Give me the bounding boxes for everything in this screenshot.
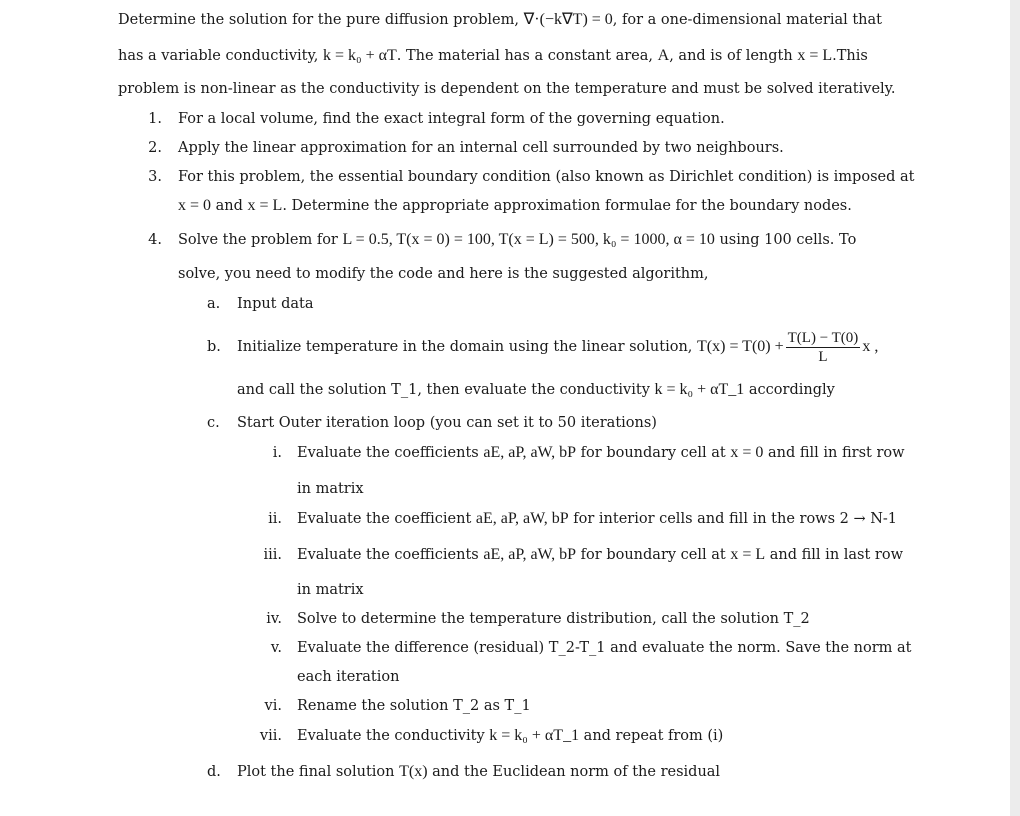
roman-v-text: Evaluate the difference (residual) T_2-T_1 and evaluate the norm. Save the norm at: [297, 640, 912, 656]
roman-iv-text: Solve to determine the temperature distribution, call the solution T_2: [297, 611, 810, 627]
intro-line-2: has a variable conductivity, k = k₀ + αT. The material has a constant area, A, and is of length x = L.This: [118, 47, 868, 64]
sub-label-a: a.: [207, 296, 221, 312]
roman-iii-text: Evaluate the coefficients aE, aP, aW, bP for boundary cell at x = L and fill in last row: [297, 546, 903, 563]
roman-v-text-cont: each iteration: [297, 669, 400, 685]
item-2-text: Apply the linear approximation for an internal cell surrounded by two neighbours.: [178, 140, 784, 156]
sub-label-b: b.: [207, 339, 221, 355]
fraction: $\frac{T(L) - T(0)}{L}$: [787, 329, 859, 365]
roman-ii-text: Evaluate the coefficient aE, aP, aW, bP for interior cells and fill in the rows 2 → N-1: [297, 510, 898, 527]
roman-i-text-cont: in matrix: [297, 481, 364, 497]
roman-label-iv: iv.: [266, 611, 282, 627]
roman-label-vi: vi.: [264, 698, 282, 714]
item-number-3: 3.: [148, 169, 162, 185]
item-number-1: 1.: [148, 111, 162, 127]
sub-d-text: Plot the final solution T(x) and the Euclidean norm of the residual: [237, 763, 721, 780]
sub-a-text: Input data: [237, 296, 314, 312]
roman-i-text: Evaluate the coefficients aE, aP, aW, bP for boundary cell at x = 0 and fill in first row: [297, 444, 905, 461]
roman-label-v: v.: [270, 640, 282, 656]
roman-vi-text: Rename the solution T_2 as T_1: [297, 698, 531, 714]
roman-label-ii: ii.: [268, 511, 282, 527]
problem-parameters: L = 0.5, T(x = 0) = 100, T(x = L) = 500, k₀ = 1000, α = 10: [342, 231, 715, 248]
sub-c-text: Start Outer iteration loop (you can set it to 50 iterations): [237, 415, 657, 431]
item-3-text-cont: x = 0 and x = L. Determine the appropriate approximation formulae for the boundary nodes.: [178, 197, 852, 214]
sub-b-text: Initialize temperature in the domain using the linear solution, T(x) = T(0) + $\frac{T(L) - T(0)}{L}$ x ,: [237, 329, 879, 365]
sub-label-d: d.: [207, 764, 221, 780]
item-4-text: Solve the problem for L = 0.5, T(x = 0) = 100, T(x = L) = 500, k₀ = 1000, α = 10 using 100 cells. To: [178, 231, 857, 248]
governing-equation: ∇·(−k∇T) = 0: [523, 11, 613, 28]
roman-label-i: i.: [272, 445, 282, 461]
item-4-text-cont: solve, you need to modify the code and here is the suggested algorithm,: [178, 266, 709, 282]
conductivity-equation: k = k₀ + αT: [322, 47, 397, 64]
roman-vii-text: Evaluate the conductivity k = k₀ + αT_1 and repeat from (i): [297, 727, 724, 744]
item-number-4: 4.: [148, 232, 162, 248]
sub-label-c: c.: [207, 415, 220, 431]
intro-line-3: problem is non-linear as the conductivity is dependent on the temperature and must be solved iteratively.: [118, 81, 896, 97]
scrollbar[interactable]: [1010, 0, 1020, 816]
roman-label-vii: vii.: [259, 728, 282, 744]
roman-iii-text-cont: in matrix: [297, 582, 364, 598]
item-1-text: For a local volume, find the exact integral form of the governing equation.: [178, 111, 725, 127]
item-3-text: For this problem, the essential boundary condition (also known as Dirichlet condition) is imposed at: [178, 169, 915, 185]
intro-line-1: Determine the solution for the pure diffusion problem, ∇·(−k∇T) = 0, for a one-dimensional material that: [118, 11, 882, 28]
item-number-2: 2.: [148, 140, 162, 156]
sub-b-text-cont: and call the solution T_1, then evaluate the conductivity k = k₀ + αT_1 accordingly: [237, 381, 835, 398]
roman-label-iii: iii.: [263, 547, 282, 563]
